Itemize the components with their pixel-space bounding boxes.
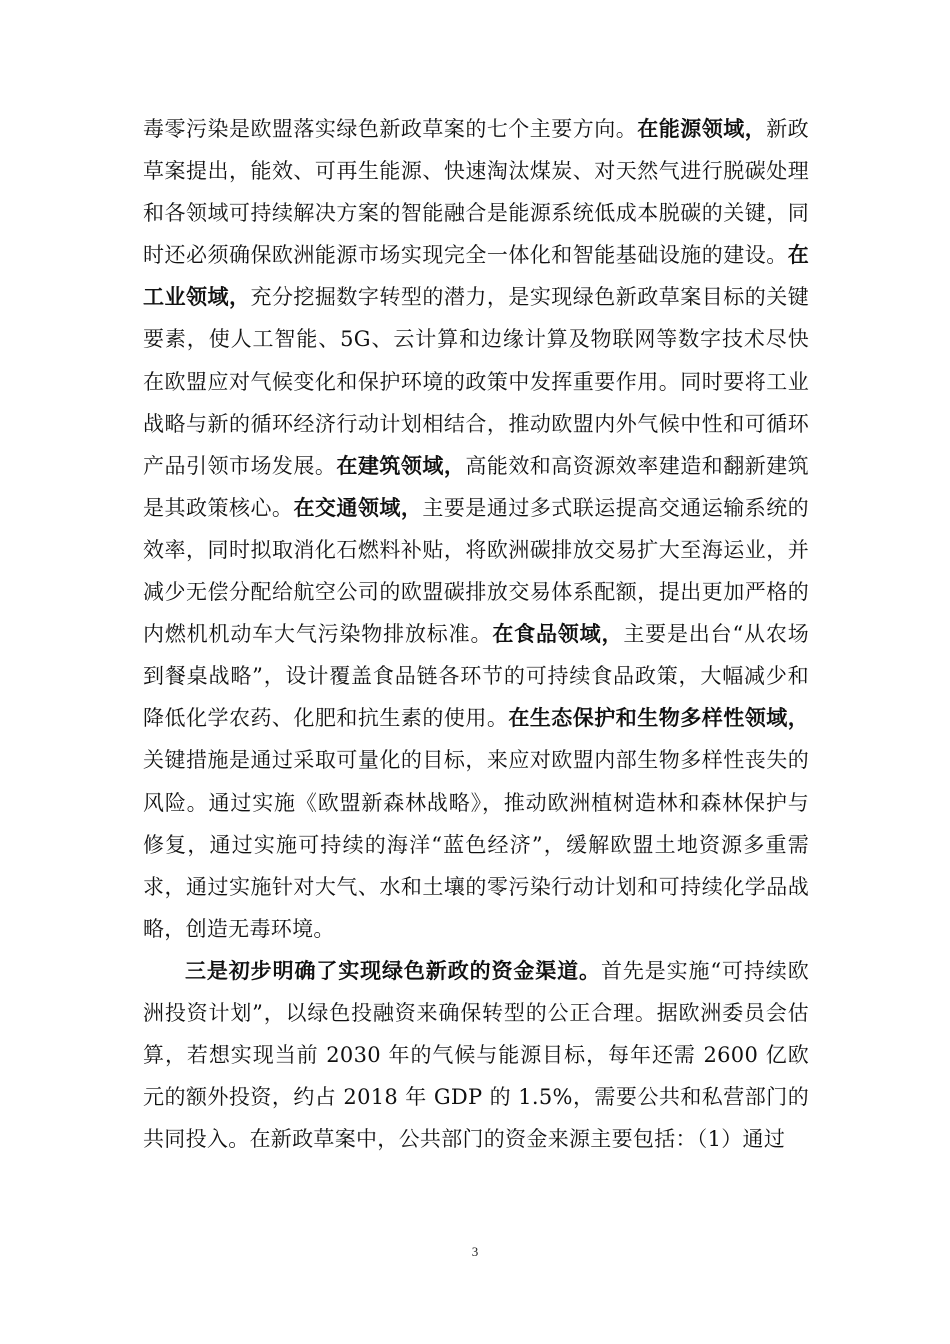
heading-food-sector: 在食品领域， [492,621,624,647]
text-run: 关键措施是通过采取可量化的目标，来应对欧盟内部生物多样性丧失的风险。通过实施《欧盟新森林战略》，推动欧洲植树造林和森林保护与修复，通过实施可持续的海洋“蓝色经济”，缓解欧盟土地资源多重需求，通过实施针对大气、水和土壤的零污染行动计划和可持续化学品战略，创造无毒环境。 [143,748,809,941]
page-number: 3 [471,1244,479,1259]
text-run: 毒零污染是欧盟落实绿色新政草案的七个主要方向。 [143,117,638,141]
heading-funding-channels: 三是初步明确了实现绿色新政的资金渠道。 [185,957,601,983]
paragraph-energy-industry-sectors [143,108,809,950]
paragraph-funding-channels [143,950,809,1160]
text-run: 新政草案提出，能效、可再生能源、快速淘汰煤炭、对天然气进行脱碳处理和各领域可持续解决方案的智能融合是能源系统低成本脱碳的关键，同时还必须确保欧洲能源市场实现完全一体化和智能基础设施的建设。 [143,117,809,268]
text-run: 主要是出台“从农场到餐桌战略”，设计覆盖食品链各环节的可持续食品政策，大幅减少和降低化学农药、化肥和抗生素的使用。 [143,622,809,731]
body-text [143,108,809,1160]
heading-building-sector: 在建筑领域， [336,452,466,478]
text-run: 高能效和高资源效率建造和翻新建筑是其政策核心。 [143,453,809,520]
heading-industry-sector: 在工业领域， [143,242,809,310]
text-run: 主要是通过多式联运提高交通运输系统的效率，同时拟取消化石燃料补贴，将欧洲碳排放交易扩大至海运业，并减少无偿分配给航空公司的欧盟碳排放交易体系配额，提出更加严格的内燃机机动车大气污染物排放标准。 [143,495,809,647]
text-run: 充分挖掘数字转型的潜力，是实现绿色新政草案目标的关键要素，使人工智能、5G、云计算和边缘计算及物联网等数字技术尽快在欧盟应对气候变化和保护环境的政策中发挥重要作用。同时要将工业战略与新的循环经济行动计划相结合，推动欧盟内外气候中性和可循环产品引领市场发展。 [143,285,809,478]
heading-energy-sector: 在能源领域， [637,116,767,141]
text-run: 首先是实施“可持续欧洲投资计划”，以绿色投融资来确保转型的公正合理。据欧洲委员会估算，若想实现当前 2030 年的气候与能源目标，每年还需 2600 亿欧元的额外投资，约占 2018 年 GDP 的 1.5%，需要公共和私营部门的共同投入。在新政草案中，公共部门的资金来源主要包括：（1）通过 [143,958,809,1152]
heading-transport-sector: 在交通领域， [293,494,423,520]
heading-ecology-biodiversity-sector: 在生态保护和生物多样性领域， [508,705,809,731]
